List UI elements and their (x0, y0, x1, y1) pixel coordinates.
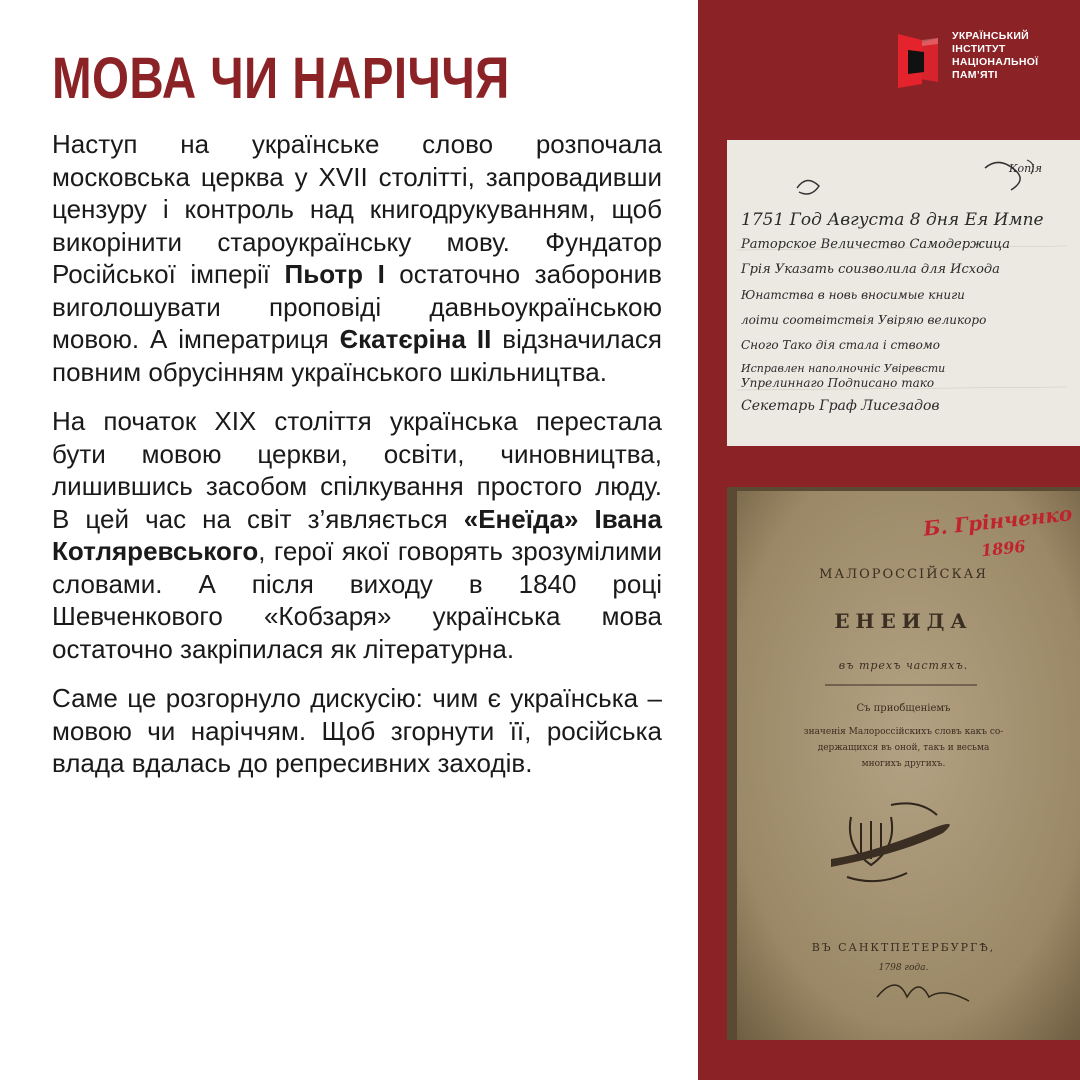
institute-logo (892, 28, 1062, 98)
book-subtitle-2: значенія Малороссійскихъ словъ какъ со- (803, 727, 1004, 737)
paragraph-2 (52, 405, 662, 665)
manuscript-line-7: Исправлен наполночніс Увіревсти (741, 362, 946, 375)
eneida-book-photo (727, 487, 1080, 1040)
paragraph-3 (52, 682, 662, 780)
manuscript-line-6: Сного Тако дія стала і ствомо (741, 338, 940, 352)
manuscript-line-3: Грія Указать соизволила для Исхода (741, 262, 1000, 277)
institute-name-line-1: УКРАЇНСЬКИЙ (952, 30, 1030, 42)
manuscript-line-4: Юнатства в новь вносимые книги (741, 288, 965, 302)
paragraph-2-text-a: На початок XIX століття українська перестала бути мовою церкви, освіти, чиновництва, лишившись засобом спілкування простого люду. В цей час на світ з’являється (52, 406, 662, 534)
paragraph-1-text-b: остаточно заборонив виголошувати проповіді давньоукраїнською мовою. А імператриця (52, 259, 662, 354)
bold-name-petro: Пьотр I (284, 259, 385, 289)
book-subtitle-1: Съ приобщеніемъ (856, 703, 951, 714)
book-subtitle-4: многихъ другихъ. (861, 759, 946, 769)
bold-eneida-kotliarevsky: «Енеїда» Івана Котляревського (52, 503, 662, 566)
manuscript-line-9: Секетарь Граф Лисезадов (741, 398, 940, 414)
book-subtitle-3: держащихся въ оной, такъ и весьма (817, 743, 990, 753)
book-imprint-city: ВЪ САНКТПЕТЕРБУРГѢ, (811, 941, 996, 954)
book-imprint-year: 1798 года. (878, 963, 929, 973)
paragraph-1-text-a: Наступ на українське слово розпочала московська церква у XVII столітті, запровадивши цензуру і контроль над книгодрукуванням, щоб викорінити староукраїнську мову. Фундатор Російської імперії (52, 129, 662, 289)
book-title-line-1: МАЛОРОССІЙСКАЯ (819, 567, 988, 582)
page-title: МОВА ЧИ НАРІЧЧЯ (52, 46, 510, 111)
paragraph-1 (52, 128, 662, 388)
book-title-main: ЕНЕИДА (834, 609, 973, 633)
paragraph-3-text: Саме це розгорнуло дискусію: чим є українська – мовою чи наріччям. Щоб згорнути її, російська влада вдалась до репресивних заходів. (52, 683, 662, 778)
institute-name-line-3: НАЦІОНАЛЬНОЇ (952, 56, 1039, 68)
paragraph-2-text-b: , герої якої говорять зрозумілими словами. А після виходу в 1840 році Шевченкового «Кобзаря» українська мова остаточно закріпилася як літературна. (52, 536, 662, 664)
manuscript-header-mark: Копія (1009, 162, 1043, 175)
uinp-logo-icon (892, 30, 944, 92)
manuscript-line-2: Раторское Величество Самодержица (741, 237, 1011, 252)
book-title-line-3: въ трехъ частяхъ. (838, 659, 969, 672)
signature-year: 1896 (980, 536, 1027, 561)
institute-name-line-4: ПАМ’ЯТІ (952, 69, 998, 81)
manuscript-line-5: лоіти соотвітствія Увіряю великоро (741, 313, 987, 327)
article-body (52, 128, 662, 797)
institute-name-line-2: ІНСТИТУТ (952, 43, 1006, 55)
signature-name: Б. Грінченко (922, 501, 1074, 541)
manuscript-photo (727, 140, 1080, 446)
manuscript-line-1: 1751 Год Августа 8 дня Ея Импе (741, 210, 1044, 230)
institute-name (952, 30, 1062, 82)
paragraph-1-text-c: відзначилася повним обрусінням українського шкільництва. (52, 324, 662, 387)
manuscript-line-8: Упрелиннаго Подписано тако (741, 376, 935, 390)
bold-name-ekaterina: Єкатєріна II (339, 324, 492, 354)
